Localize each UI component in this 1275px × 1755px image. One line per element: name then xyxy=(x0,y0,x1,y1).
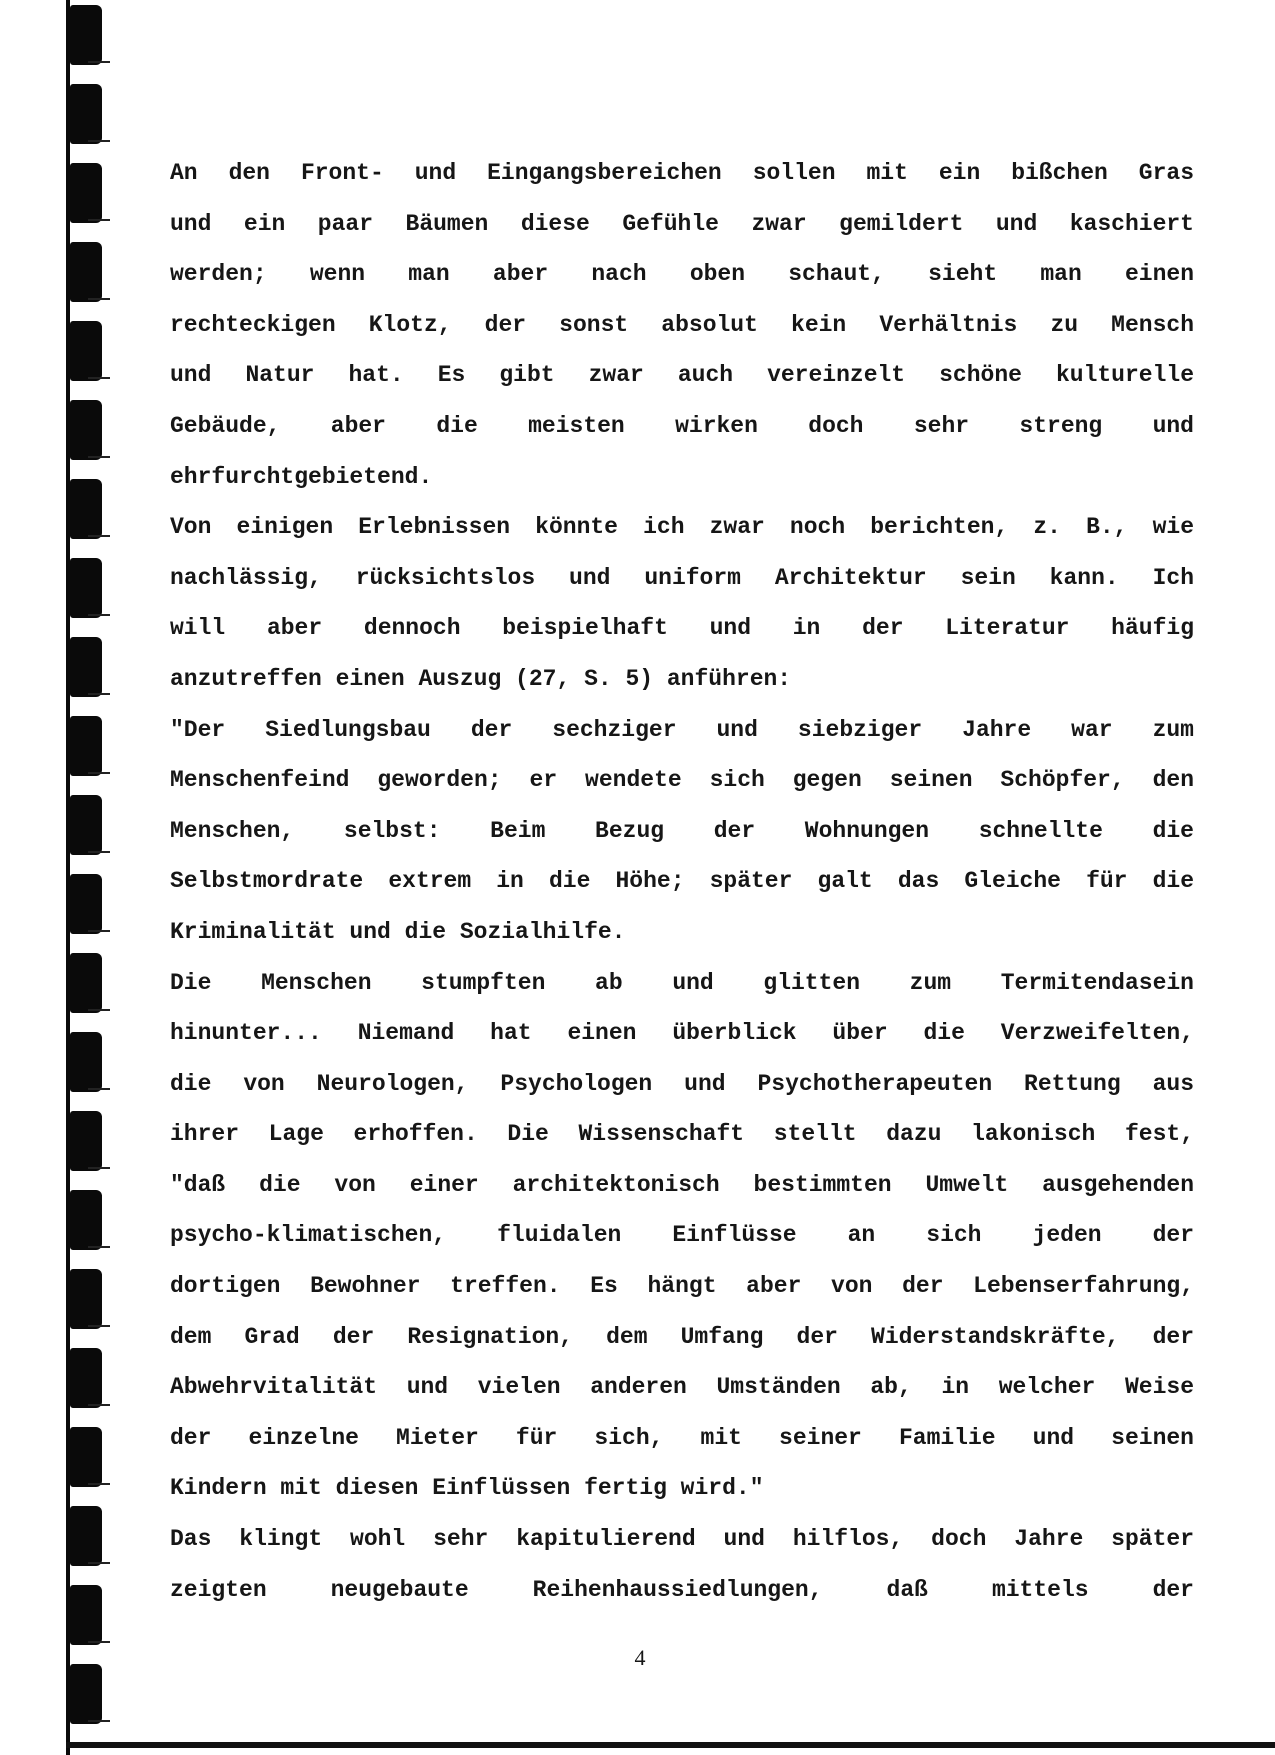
text-line: will aber dennoch beispielhaft und in der Literatur häufig xyxy=(170,615,1194,642)
binding-clip xyxy=(70,1269,102,1329)
text-line: Das klingt wohl sehr kapitulierend und hilflos, doch Jahre später xyxy=(170,1526,1194,1553)
text-line: psycho-klimatischen, fluidalen Einflüsse an sich jeden der xyxy=(170,1222,1194,1249)
text-line: rechteckigen Klotz, der sonst absolut kein Verhältnis zu Mensch xyxy=(170,311,1194,338)
text-line: nachlässig, rücksichtslos und uniform Architektur sein kann. Ich xyxy=(170,564,1194,591)
text-line: Kriminalität und die Sozialhilfe. xyxy=(170,918,626,945)
text-line: dem Grad der Resignation, dem Umfang der Widerstandskräfte, der xyxy=(170,1323,1194,1350)
text-line: und Natur hat. Es gibt zwar auch vereinzelt schöne kulturelle xyxy=(170,362,1194,389)
text-line: Menschenfeind geworden; er wendete sich gegen seinen Schöpfer, den xyxy=(170,767,1194,794)
text-line: werden; wenn man aber nach oben schaut, sieht man einen xyxy=(170,261,1194,288)
binding-edge xyxy=(66,0,70,1755)
binding-clip xyxy=(70,1032,102,1092)
text-line: Die Menschen stumpften ab und glitten zum Termitendasein xyxy=(170,969,1194,996)
binding-clip xyxy=(70,400,102,460)
text-line: zeigten neugebaute Reihenhaussiedlungen, daß mittels der xyxy=(170,1576,1194,1603)
binding-clip xyxy=(70,1585,102,1645)
text-line: hinunter... Niemand hat einen überblick über die Verzweifelten, xyxy=(170,1020,1194,1047)
text-line: dortigen Bewohner treffen. Es hängt aber von der Lebenserfahrung, xyxy=(170,1273,1194,1300)
binding-clip xyxy=(70,874,102,934)
text-line: Abwehrvitalität und vielen anderen Umständen ab, in welcher Weise xyxy=(170,1374,1194,1401)
binding-clip xyxy=(70,953,102,1013)
page-bottom-edge xyxy=(66,1742,1275,1748)
text-line: "Der Siedlungsbau der sechziger und siebziger Jahre war zum xyxy=(170,716,1194,743)
binding-clip xyxy=(70,1427,102,1487)
text-line: Menschen, selbst: Beim Bezug der Wohnungen schnellte die xyxy=(170,817,1194,844)
text-line: die von Neurologen, Psychologen und Psychotherapeuten Rettung aus xyxy=(170,1070,1194,1097)
text-line: ehrfurchtgebietend. xyxy=(170,463,433,490)
text-line: ihrer Lage erhoffen. Die Wissenschaft stellt dazu lakonisch fest, xyxy=(170,1121,1194,1148)
text-line: und ein paar Bäumen diese Gefühle zwar gemildert und kaschiert xyxy=(170,210,1194,237)
text-line: Selbstmordrate extrem in die Höhe; später galt das Gleiche für die xyxy=(170,868,1194,895)
binding-clip xyxy=(70,84,102,144)
body-text xyxy=(170,148,1194,1615)
binding-clip xyxy=(70,558,102,618)
text-line: anzutreffen einen Auszug (27, S. 5) anführen: xyxy=(170,665,792,692)
text-line: Gebäude, aber die meisten wirken doch sehr streng und xyxy=(170,412,1194,439)
binding-clip xyxy=(70,795,102,855)
binding-clip xyxy=(70,242,102,302)
binding-clip xyxy=(70,1348,102,1408)
binding-clip xyxy=(70,637,102,697)
binding-clip xyxy=(70,716,102,776)
binding-clip xyxy=(70,163,102,223)
binding-clip xyxy=(70,5,102,65)
text-line: "daß die von einer architektonisch bestimmten Umwelt ausgehenden xyxy=(170,1171,1194,1198)
binding-clip xyxy=(70,1664,102,1724)
binding-clip xyxy=(70,1111,102,1171)
binding-clip xyxy=(70,479,102,539)
text-line: der einzelne Mieter für sich, mit seiner Familie und seinen xyxy=(170,1424,1194,1451)
page-number: 4 xyxy=(634,1645,646,1670)
binding-clip xyxy=(70,1506,102,1566)
binding-clip xyxy=(70,1190,102,1250)
text-line: Kindern mit diesen Einflüssen fertig wird." xyxy=(170,1475,764,1502)
text-line: Von einigen Erlebnissen könnte ich zwar noch berichten, z. B., wie xyxy=(170,514,1194,541)
binding-clip xyxy=(70,321,102,381)
text-line: An den Front- und Eingangsbereichen sollen mit ein bißchen Gras xyxy=(170,160,1194,186)
